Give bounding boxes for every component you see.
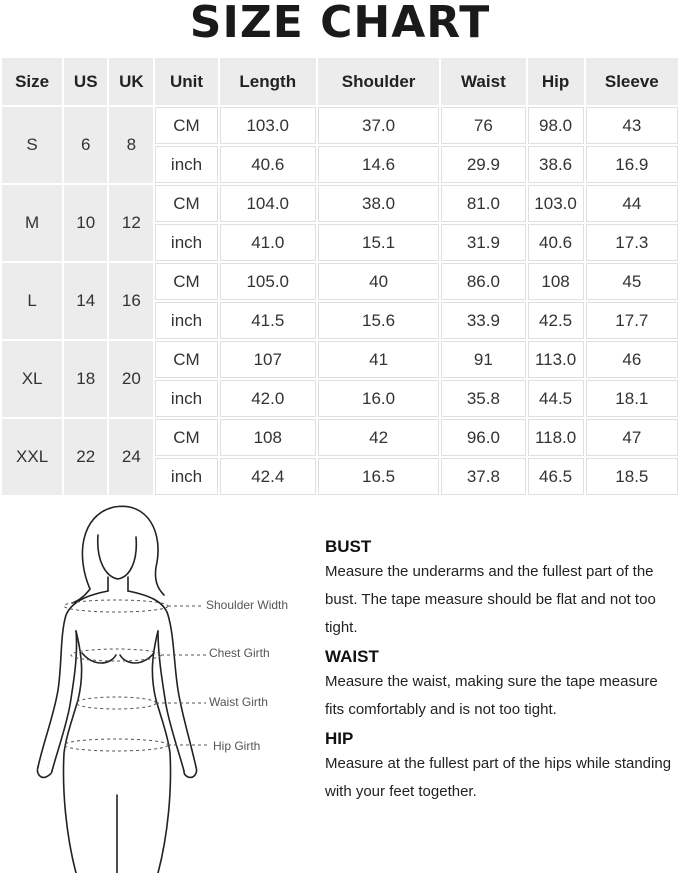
table-row: [2, 341, 678, 378]
measurement-cell: 41: [318, 341, 439, 378]
hip-heading: HIP: [325, 729, 354, 748]
chest-girth-label: Chest Girth: [209, 646, 270, 660]
waist-girth-label: Waist Girth: [209, 695, 268, 709]
us-size-cell: 22: [64, 419, 107, 495]
unit-cell: CM: [155, 263, 217, 300]
measurement-cell: 76: [441, 107, 525, 144]
size-cell: L: [2, 263, 62, 339]
measurement-cell: 17.3: [586, 224, 678, 261]
measurement-cell: 42.0: [220, 380, 316, 417]
table-row: [2, 107, 678, 144]
measurement-cell: 96.0: [441, 419, 525, 456]
column-header: UK: [109, 58, 153, 105]
measurement-cell: 44: [586, 185, 678, 222]
size-cell: M: [2, 185, 62, 261]
uk-size-cell: 12: [109, 185, 153, 261]
measurement-cell: 107: [220, 341, 316, 378]
column-header: Waist: [441, 58, 525, 105]
measurement-cell: 108: [528, 263, 584, 300]
uk-size-cell: 16: [109, 263, 153, 339]
measurement-figure: [18, 505, 318, 873]
us-size-cell: 18: [64, 341, 107, 417]
us-size-cell: 10: [64, 185, 107, 261]
measurement-cell: 46.5: [528, 458, 584, 495]
measurement-cell: 105.0: [220, 263, 316, 300]
measurement-cell: 38.0: [318, 185, 439, 222]
measurement-cell: 18.1: [586, 380, 678, 417]
measurement-instructions: [325, 536, 675, 810]
measurement-cell: 16.5: [318, 458, 439, 495]
table-body: [2, 107, 678, 495]
uk-size-cell: 20: [109, 341, 153, 417]
unit-cell: inch: [155, 224, 217, 261]
measurement-cell: 41.5: [220, 302, 316, 339]
unit-cell: inch: [155, 302, 217, 339]
column-header: Unit: [155, 58, 217, 105]
measurement-cell: 14.6: [318, 146, 439, 183]
us-size-cell: 14: [64, 263, 107, 339]
measurement-cell: 41.0: [220, 224, 316, 261]
uk-size-cell: 8: [109, 107, 153, 183]
column-header: Hip: [528, 58, 584, 105]
measurement-cell: 103.0: [528, 185, 584, 222]
measurement-cell: 35.8: [441, 380, 525, 417]
measurement-cell: 18.5: [586, 458, 678, 495]
table-row: [2, 419, 678, 456]
column-header: Sleeve: [586, 58, 678, 105]
unit-cell: inch: [155, 146, 217, 183]
measurement-cell: 40.6: [220, 146, 316, 183]
table-row: [2, 263, 678, 300]
column-header: US: [64, 58, 107, 105]
uk-size-cell: 24: [109, 419, 153, 495]
measurement-cell: 16.0: [318, 380, 439, 417]
measurement-cell: 15.6: [318, 302, 439, 339]
hip-girth-label: Hip Girth: [213, 739, 261, 753]
waist-text: Measure the waist, making sure the tape measure fits comfortably and is not too tight.: [325, 673, 658, 718]
measurement-cell: 37.0: [318, 107, 439, 144]
measurement-cell: 33.9: [441, 302, 525, 339]
measurement-cell: 86.0: [441, 263, 525, 300]
column-header: Length: [220, 58, 316, 105]
column-header: Size: [2, 58, 62, 105]
measurement-cell: 40: [318, 263, 439, 300]
unit-cell: CM: [155, 185, 217, 222]
measurement-cell: 42.4: [220, 458, 316, 495]
unit-cell: CM: [155, 341, 217, 378]
measurement-cell: 44.5: [528, 380, 584, 417]
us-size-cell: 6: [64, 107, 107, 183]
measurement-cell: 45: [586, 263, 678, 300]
measurement-cell: 31.9: [441, 224, 525, 261]
shoulder-width-label: Shoulder Width: [206, 598, 289, 612]
bust-heading: BUST: [325, 537, 372, 556]
measurement-cell: 40.6: [528, 224, 584, 261]
measurement-cell: 42: [318, 419, 439, 456]
measurement-cell: 113.0: [528, 341, 584, 378]
measurement-cell: 16.9: [586, 146, 678, 183]
body-outline-illustration: [18, 505, 318, 873]
measurement-cell: 43: [586, 107, 678, 144]
unit-cell: inch: [155, 380, 217, 417]
measurement-cell: 29.9: [441, 146, 525, 183]
waist-heading: WAIST: [325, 647, 379, 666]
size-cell: XXL: [2, 419, 62, 495]
measurement-cell: 38.6: [528, 146, 584, 183]
size-cell: S: [2, 107, 62, 183]
unit-cell: CM: [155, 107, 217, 144]
measurement-cell: 15.1: [318, 224, 439, 261]
measurement-cell: 81.0: [441, 185, 525, 222]
measurement-cell: 98.0: [528, 107, 584, 144]
bust-text: Measure the underarms and the fullest part of the bust. The tape measure should be flat and not too tight.: [325, 563, 656, 636]
size-chart-table: [0, 56, 680, 497]
unit-cell: inch: [155, 458, 217, 495]
column-header: Shoulder: [318, 58, 439, 105]
measurement-cell: 91: [441, 341, 525, 378]
measurement-cell: 118.0: [528, 419, 584, 456]
table-row: [2, 185, 678, 222]
measurement-cell: 42.5: [528, 302, 584, 339]
measurement-cell: 104.0: [220, 185, 316, 222]
size-cell: XL: [2, 341, 62, 417]
measurement-cell: 46: [586, 341, 678, 378]
measurement-cell: 17.7: [586, 302, 678, 339]
hip-text: Measure at the fullest part of the hips while standing with your feet together.: [325, 755, 672, 800]
header-row: [2, 58, 678, 105]
measurement-cell: 37.8: [441, 458, 525, 495]
measurement-cell: 108: [220, 419, 316, 456]
page-title: SIZE CHART: [189, 0, 491, 48]
unit-cell: CM: [155, 419, 217, 456]
measurement-cell: 103.0: [220, 107, 316, 144]
measurement-cell: 47: [586, 419, 678, 456]
